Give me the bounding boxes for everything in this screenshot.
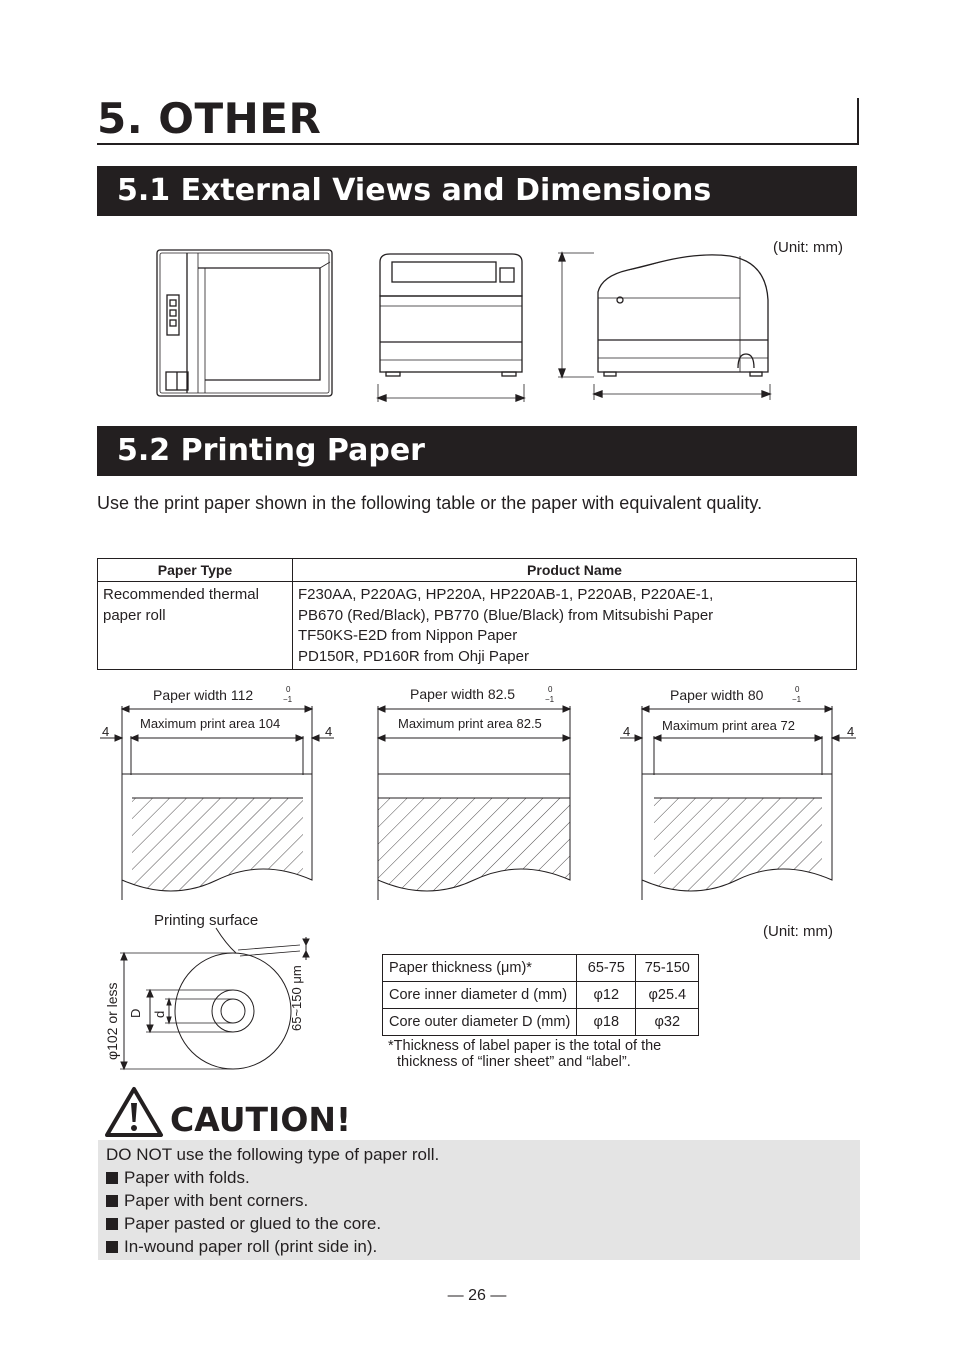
list-item	[106, 1166, 860, 1189]
caution-box	[98, 1140, 860, 1260]
table-header: Paper Type	[98, 559, 293, 582]
caution-item: In-wound paper roll (print side in).	[124, 1237, 378, 1256]
spec-label: Core outer diameter D (mm)	[383, 1009, 577, 1036]
paper-spec-table	[382, 954, 699, 1036]
product-line: PD150R, PD160R from Ohji Paper	[298, 647, 529, 665]
tolerance-upper: 0	[548, 685, 553, 694]
note-line: *Thickness of label paper is the total of the	[388, 1038, 662, 1054]
bullet-square-icon	[106, 1241, 118, 1253]
list-item	[106, 1235, 860, 1258]
paper-width-82-5-label: Paper width 82.5	[410, 686, 516, 702]
table-row	[383, 1009, 699, 1036]
print-area-72-label: Maximum print area 72	[662, 718, 795, 733]
spec-value: φ32	[636, 1009, 699, 1036]
table-row	[383, 982, 699, 1009]
printing-surface-label: Printing surface	[154, 912, 259, 929]
bullet-square-icon	[106, 1218, 118, 1230]
page-number: — 26 —	[447, 1287, 507, 1304]
spec-label: Core inner diameter d (mm)	[383, 982, 577, 1009]
tolerance-lower: −1	[792, 695, 802, 704]
table-row	[383, 955, 699, 982]
paper-width-112-label: Paper width 112	[153, 687, 254, 703]
spec-value: φ18	[577, 1009, 636, 1036]
section-heading-external-views: 5.1 External Views and Dimensions	[97, 166, 857, 216]
tolerance-upper: 0	[795, 685, 800, 694]
spec-value: 75-150	[636, 955, 699, 982]
intro-paragraph: Use the print paper shown in the following table or the paper with equivalent quality.	[97, 493, 763, 513]
paper-width-80-label: Paper width 80	[670, 687, 764, 703]
tolerance-lower: −1	[545, 695, 555, 704]
spec-value: φ25.4	[636, 982, 699, 1009]
tolerance-upper: 0	[286, 685, 291, 694]
spec-value: φ12	[577, 982, 636, 1009]
tolerance-lower: −1	[283, 695, 293, 704]
core-outer-D-label: D	[128, 1008, 143, 1018]
unit-label: (Unit: mm)	[763, 923, 833, 940]
paper-thickness-label: 65~150 μm	[289, 965, 304, 1031]
caution-intro: DO NOT use the following type of paper roll.	[106, 1145, 440, 1164]
chapter-title: 5. OTHER	[97, 94, 322, 143]
spec-label: Paper thickness (μm)*	[383, 955, 577, 982]
thickness-note	[388, 1038, 661, 1070]
note-line: thickness of “liner sheet” and “label”.	[397, 1054, 631, 1070]
outer-diameter-label: φ102 or less	[104, 982, 120, 1060]
caution-title: CAUTION!	[170, 1100, 352, 1139]
margin-left-label: 4	[623, 724, 631, 739]
margin-right-label: 4	[847, 724, 855, 739]
print-area-104-label: Maximum print area 104	[140, 716, 281, 731]
product-line: F230AA, P220AG, HP220A, HP220AB-1, P220AB, P220AE-1,	[298, 586, 714, 603]
caution-item: Paper with bent corners.	[124, 1191, 309, 1210]
bullet-square-icon	[106, 1172, 118, 1184]
unit-label: (Unit: mm)	[773, 239, 843, 256]
margin-left-label: 4	[102, 724, 110, 739]
warning-icon	[104, 1086, 164, 1138]
margin-right-label: 4	[325, 724, 333, 739]
caution-item: Paper with folds.	[124, 1168, 250, 1187]
spec-value: 65-75	[577, 955, 636, 982]
bullet-square-icon	[106, 1195, 118, 1207]
paper-type: Recommended thermal paper roll	[103, 586, 259, 624]
section-heading-printing-paper: 5.2 Printing Paper	[97, 426, 857, 476]
core-inner-d-label: d	[152, 1010, 167, 1018]
print-area-82-5-label: Maximum print area 82.5	[398, 716, 542, 731]
list-item	[106, 1212, 860, 1235]
list-item	[106, 1189, 860, 1212]
table-header: Product Name	[293, 559, 857, 582]
product-line: TF50KS-E2D from Nippon Paper	[298, 627, 518, 644]
caution-item: Paper pasted or glued to the core.	[124, 1214, 382, 1233]
product-line: PB670 (Red/Black), PB770 (Blue/Black) from Mitsubishi Paper	[298, 606, 714, 624]
